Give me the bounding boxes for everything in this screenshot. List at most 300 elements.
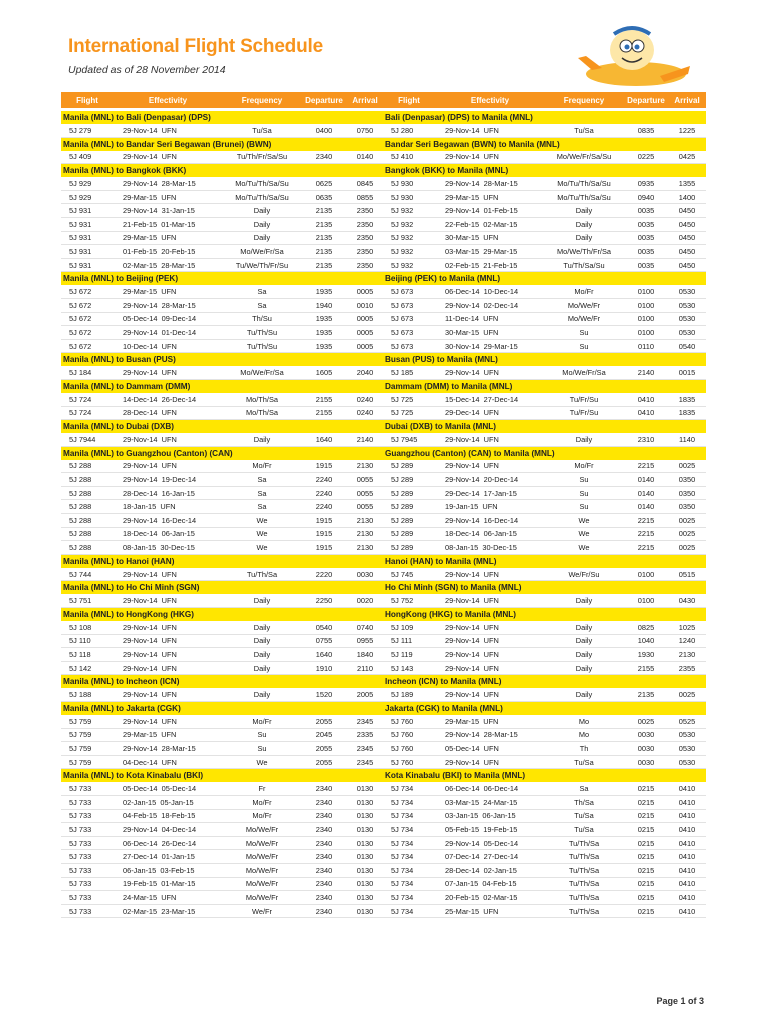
flight-number: 5J 673 — [391, 327, 414, 337]
effectivity-cell — [435, 798, 545, 807]
departure-time: 2135 — [637, 690, 655, 700]
arrival-time: 2005 — [356, 690, 374, 700]
effective-to: 01-Feb-15 — [483, 206, 518, 216]
flight-number: 5J 108 — [69, 622, 92, 632]
flight-number: 5J 931 — [69, 246, 92, 256]
effectivity-cell — [113, 690, 223, 699]
table-row — [383, 796, 706, 810]
flight-number: 5J 289 — [391, 488, 414, 498]
frequency-cell: Tu/Th/Sa — [568, 838, 600, 848]
effective-from: 06-Dec-14 — [445, 287, 480, 297]
table-row — [61, 850, 383, 864]
route-header: Manila (MNL) to Bandar Seri Begawan (Brunei) (BWN) — [61, 138, 383, 151]
arrival-time: 0130 — [356, 797, 374, 807]
arrival-time: 0845 — [356, 178, 374, 188]
effective-to: UFN — [483, 650, 499, 660]
header-effectivity: Effectivity — [470, 95, 510, 105]
effective-to: 27-Dec-14 — [483, 852, 519, 862]
frequency-cell: Sa — [257, 475, 267, 485]
frequency-cell: We/Fr — [252, 906, 272, 916]
effective-from: 29-Nov-14 — [123, 125, 158, 135]
effective-from: 28-Dec-14 — [123, 488, 158, 498]
frequency-cell: Th/Su — [252, 314, 272, 324]
departure-time: 2240 — [315, 488, 333, 498]
table-row — [61, 635, 383, 649]
route-header: Manila (MNL) to Guangzhou (Canton) (CAN) — [61, 447, 383, 460]
departure-time: 2215 — [637, 529, 655, 539]
effectivity-cell — [113, 247, 223, 256]
table-row — [383, 433, 706, 447]
arrival-time: 0350 — [678, 502, 696, 512]
effective-from: 29-Mar-15 — [123, 730, 158, 740]
table-row — [383, 729, 706, 743]
effective-to: 28-Mar-15 — [161, 260, 196, 270]
effective-to: 09-Dec-14 — [161, 314, 197, 324]
departure-time: 1915 — [315, 461, 333, 471]
frequency-cell: Mo/Fr — [252, 811, 272, 821]
effective-from: 29-Mar-15 — [123, 192, 158, 202]
table-row — [61, 204, 383, 218]
effective-to: 01-Mar-15 — [161, 879, 196, 889]
effective-from: 29-Nov-14 — [123, 515, 158, 525]
flight-number: 5J 931 — [69, 219, 92, 229]
arrival-time: 0450 — [678, 260, 696, 270]
effective-from: 29-Nov-14 — [123, 824, 158, 834]
route-header: Manila (MNL) to Busan (PUS) — [61, 353, 383, 366]
effective-to: UFN — [483, 192, 499, 202]
table-row — [61, 621, 383, 635]
effectivity-cell — [113, 825, 223, 834]
effectivity-cell — [113, 529, 223, 538]
effective-to: UFN — [161, 636, 177, 646]
effective-to: 26-Dec-14 — [161, 394, 197, 404]
effectivity-cell — [113, 152, 223, 161]
frequency-cell: Tu/Sa — [574, 125, 594, 135]
effective-to: UFN — [161, 892, 177, 902]
effectivity-cell — [113, 893, 223, 902]
flight-number: 5J 734 — [391, 838, 414, 848]
table-row — [383, 635, 706, 649]
table-row — [61, 232, 383, 246]
departure-time: 1915 — [315, 543, 333, 553]
arrival-time: 2140 — [356, 434, 374, 444]
departure-time: 0035 — [637, 260, 655, 270]
arrival-time: 0410 — [678, 892, 696, 902]
effective-to: 01-Mar-15 — [161, 219, 196, 229]
effectivity-cell — [113, 126, 223, 135]
flight-number: 5J 760 — [391, 730, 414, 740]
arrival-time: 2350 — [356, 260, 374, 270]
arrival-time: 0240 — [356, 408, 374, 418]
flight-number: 5J 288 — [69, 515, 92, 525]
effective-to: 30-Dec-15 — [160, 543, 195, 553]
departure-time: 2135 — [315, 206, 333, 216]
frequency-cell: We — [256, 757, 268, 767]
departure-time: 1605 — [315, 368, 333, 378]
table-row — [383, 500, 706, 514]
effectivity-cell — [435, 489, 545, 498]
frequency-cell: Mo/We/Fr/Sa — [562, 368, 606, 378]
route-header: Bangkok (BKK) to Manila (MNL) — [383, 164, 706, 177]
effective-to: 26-Dec-14 — [161, 838, 197, 848]
effective-to: 29-Mar-15 — [483, 341, 518, 351]
effective-to: UFN — [161, 125, 177, 135]
departure-time: 0215 — [637, 852, 655, 862]
effective-from: 29-Nov-14 — [123, 178, 158, 188]
arrival-time: 2355 — [678, 663, 696, 673]
frequency-cell: Tu/Sa — [574, 811, 594, 821]
effective-from: 04-Dec-14 — [123, 757, 158, 767]
frequency-cell: Mo/We/Fr — [245, 892, 279, 902]
departure-time: 1040 — [637, 636, 655, 646]
frequency-cell: Tu/Th/Fr/Sa/Su — [236, 152, 288, 162]
effective-to: 02-Jan-15 — [483, 865, 517, 875]
arrival-time: 0130 — [356, 852, 374, 862]
effectivity-cell — [113, 179, 223, 188]
departure-time: 0940 — [637, 192, 655, 202]
departure-time: 0635 — [315, 192, 333, 202]
frequency-cell: Mo/We/Fr/Sa — [240, 368, 284, 378]
table-row — [383, 528, 706, 542]
effectivity-cell — [435, 368, 545, 377]
effectivity-cell — [435, 516, 545, 525]
frequency-cell: Tu/Th/Sa — [568, 865, 600, 875]
departure-time: 0540 — [315, 622, 333, 632]
effective-from: 29-Nov-14 — [445, 368, 480, 378]
effective-from: 29-Mar-15 — [445, 192, 480, 202]
effective-from: 03-Mar-15 — [445, 246, 480, 256]
departure-time: 0100 — [637, 569, 655, 579]
effectivity-cell — [435, 206, 545, 215]
flight-number: 5J 759 — [69, 743, 92, 753]
frequency-cell: Su — [257, 730, 267, 740]
departure-time: 2310 — [637, 434, 655, 444]
effective-from: 02-Mar-15 — [123, 906, 158, 916]
effective-to: UFN — [483, 569, 499, 579]
departure-time: 0410 — [637, 408, 655, 418]
effectivity-cell — [435, 287, 545, 296]
arrival-time: 0530 — [678, 314, 696, 324]
arrival-time: 1835 — [678, 408, 696, 418]
frequency-cell: Mo/Tu/Th/Sa/Su — [235, 178, 289, 188]
table-row — [61, 340, 383, 354]
arrival-time: 2130 — [356, 543, 374, 553]
table-row — [61, 810, 383, 824]
flight-number: 5J 734 — [391, 892, 414, 902]
effective-to: 01-Jan-15 — [161, 852, 195, 862]
effective-to: UFN — [161, 716, 177, 726]
effectivity-cell — [435, 179, 545, 188]
route-header: Manila (MNL) to HongKong (HKG) — [61, 608, 383, 621]
frequency-cell: Mo/We/Fr — [245, 852, 279, 862]
effective-to: UFN — [483, 716, 499, 726]
table-row — [61, 433, 383, 447]
table-row — [61, 299, 383, 313]
frequency-cell: Tu/Fr/Su — [569, 408, 599, 418]
flight-number: 5J 932 — [391, 219, 414, 229]
flight-number: 5J 143 — [391, 663, 414, 673]
effective-to: 02-Mar-15 — [483, 219, 518, 229]
departure-time: 1640 — [315, 650, 333, 660]
table-row — [61, 594, 383, 608]
outbound-routes — [61, 111, 383, 918]
frequency-cell: Mo/Fr — [252, 461, 272, 471]
effectivity-cell — [435, 852, 545, 861]
flight-number: 5J 118 — [69, 650, 91, 660]
effectivity-cell — [113, 502, 223, 511]
effective-to: UFN — [483, 152, 499, 162]
table-row — [383, 326, 706, 340]
departure-time: 2055 — [315, 716, 333, 726]
effective-from: 30-Mar-15 — [445, 233, 480, 243]
flight-number: 5J 733 — [69, 811, 92, 821]
flight-number: 5J 188 — [69, 690, 92, 700]
effective-from: 05-Feb-15 — [445, 824, 480, 834]
effective-to: 19-Dec-14 — [161, 475, 197, 485]
effective-from: 30-Mar-15 — [445, 327, 480, 337]
flight-number: 5J 289 — [391, 475, 414, 485]
effectivity-cell — [435, 907, 545, 916]
effectivity-cell — [113, 784, 223, 793]
departure-time: 0215 — [637, 879, 655, 889]
effective-to: 10-Dec-14 — [483, 287, 519, 297]
effectivity-cell — [113, 636, 223, 645]
frequency-cell: Th/Sa — [574, 797, 594, 807]
effective-from: 29-Nov-14 — [445, 300, 480, 310]
table-row — [383, 742, 706, 756]
flight-number: 5J 725 — [391, 408, 414, 418]
table-row — [383, 460, 706, 474]
arrival-time: 0025 — [678, 690, 696, 700]
arrival-time: 0030 — [356, 569, 374, 579]
table-row — [61, 878, 383, 892]
flight-number: 5J 110 — [69, 636, 91, 646]
effectivity-cell — [113, 435, 223, 444]
flight-number: 5J 288 — [69, 461, 92, 471]
flight-number: 5J 185 — [391, 368, 414, 378]
header-flight: Flight — [76, 95, 98, 105]
frequency-cell: Tu/Th/Su — [246, 341, 278, 351]
effective-from: 29-Nov-14 — [445, 206, 480, 216]
flight-number: 5J 142 — [69, 663, 92, 673]
effectivity-cell — [435, 328, 545, 337]
effectivity-cell — [113, 811, 223, 820]
effective-to: 20-Dec-14 — [483, 475, 519, 485]
table-row — [61, 715, 383, 729]
route-header: Manila (MNL) to Jakarta (CGK) — [61, 702, 383, 715]
header-arrival: Arrival — [674, 95, 700, 105]
frequency-cell: Mo — [578, 730, 590, 740]
frequency-cell: Sa — [257, 287, 267, 297]
effective-from: 29-Nov-14 — [123, 716, 158, 726]
effective-to: 02-Mar-15 — [483, 892, 518, 902]
frequency-cell: Sa — [257, 488, 267, 498]
effective-from: 05-Dec-14 — [123, 314, 158, 324]
flight-number: 5J 289 — [391, 529, 414, 539]
frequency-cell: Daily — [253, 434, 271, 444]
departure-time: 2055 — [315, 757, 333, 767]
frequency-cell: Mo/We/Fr — [245, 838, 279, 848]
departure-time: 0215 — [637, 865, 655, 875]
effective-to: UFN — [483, 434, 499, 444]
table-row — [383, 514, 706, 528]
table-row — [61, 285, 383, 299]
table-row — [61, 864, 383, 878]
route-header: Manila (MNL) to Dubai (DXB) — [61, 420, 383, 433]
arrival-time: 2130 — [356, 529, 374, 539]
effectivity-cell — [435, 435, 545, 444]
effective-from: 29-Nov-14 — [123, 650, 158, 660]
arrival-time: 2350 — [356, 246, 374, 256]
frequency-cell: Daily — [575, 636, 593, 646]
frequency-cell: Tu/Sa — [574, 824, 594, 834]
route-header: Manila (MNL) to Bangkok (BKK) — [61, 164, 383, 177]
effective-to: 16-Dec-14 — [161, 515, 197, 525]
effective-from: 18-Dec-14 — [123, 529, 158, 539]
flight-number: 5J 745 — [391, 569, 414, 579]
flight-number: 5J 733 — [69, 892, 92, 902]
table-row — [383, 756, 706, 770]
departure-time: 0225 — [637, 152, 655, 162]
effective-to: 23-Mar-15 — [161, 906, 196, 916]
effectivity-cell — [113, 839, 223, 848]
effective-from: 29-Dec-14 — [445, 488, 480, 498]
arrival-time: 0015 — [678, 368, 696, 378]
route-header: Hanoi (HAN) to Manila (MNL) — [383, 555, 706, 568]
arrival-time: 1355 — [678, 178, 696, 188]
effective-to: UFN — [161, 152, 177, 162]
effective-from: 15-Dec-14 — [445, 394, 480, 404]
effective-to: 04-Feb-15 — [482, 879, 517, 889]
effective-to: 20-Feb-15 — [161, 246, 196, 256]
arrival-time: 2345 — [356, 757, 374, 767]
flight-number: 5J 289 — [391, 515, 414, 525]
arrival-time: 0410 — [678, 852, 696, 862]
flight-number: 5J 109 — [391, 622, 414, 632]
effectivity-cell — [113, 798, 223, 807]
effective-to: UFN — [483, 125, 499, 135]
effective-from: 27-Dec-14 — [123, 852, 158, 862]
arrival-time: 0130 — [356, 824, 374, 834]
arrival-time: 2345 — [356, 716, 374, 726]
frequency-cell: Mo/Fr — [574, 461, 594, 471]
flight-number: 5J 733 — [69, 865, 92, 875]
flight-number: 5J 7945 — [391, 434, 418, 444]
effectivity-cell — [435, 261, 545, 270]
flight-number: 5J 931 — [69, 260, 92, 270]
arrival-time: 1400 — [678, 192, 696, 202]
frequency-cell: Daily — [575, 650, 593, 660]
departure-time: 0035 — [637, 206, 655, 216]
flight-number: 5J 734 — [391, 879, 414, 889]
effectivity-cell — [113, 206, 223, 215]
table-row — [61, 326, 383, 340]
effective-to: UFN — [161, 690, 177, 700]
effective-from: 29-Nov-14 — [445, 730, 480, 740]
table-header — [383, 92, 706, 108]
effective-to: UFN — [161, 233, 177, 243]
effective-to: UFN — [483, 461, 499, 471]
departure-time: 1935 — [315, 314, 333, 324]
route-header: Bandar Seri Begawan (BWN) to Manila (MNL) — [383, 138, 706, 151]
frequency-cell: Tu/Th/Sa/Su — [563, 260, 605, 270]
effective-from: 28-Dec-14 — [123, 408, 158, 418]
effective-from: 03-Jan-15 — [445, 811, 479, 821]
effective-to: UFN — [161, 730, 177, 740]
frequency-cell: Daily — [253, 622, 271, 632]
route-header: Incheon (ICN) to Manila (MNL) — [383, 675, 706, 688]
departure-time: 0025 — [637, 716, 655, 726]
effectivity-cell — [435, 342, 545, 351]
departure-time: 0035 — [637, 219, 655, 229]
table-row — [383, 823, 706, 837]
header-frequency: Frequency — [241, 95, 283, 105]
frequency-cell: Mo/We/Th/Fr/Sa — [556, 246, 612, 256]
effectivity-cell — [435, 220, 545, 229]
flight-number: 5J 733 — [69, 906, 92, 916]
arrival-time: 0130 — [356, 879, 374, 889]
effective-from: 29-Nov-14 — [445, 125, 480, 135]
table-row — [383, 487, 706, 501]
arrival-time: 0410 — [678, 865, 696, 875]
departure-time: 0400 — [315, 125, 333, 135]
schedule-table — [61, 92, 706, 918]
departure-time: 0825 — [637, 622, 655, 632]
route-header: Dubai (DXB) to Manila (MNL) — [383, 420, 706, 433]
table-row — [383, 864, 706, 878]
effective-to: 06-Jan-15 — [482, 811, 516, 821]
arrival-time: 0530 — [678, 327, 696, 337]
effectivity-cell — [435, 529, 545, 538]
effective-to: 27-Dec-14 — [483, 394, 519, 404]
route-header: Manila (MNL) to Dammam (DMM) — [61, 380, 383, 393]
flight-number: 5J 289 — [391, 543, 414, 553]
effective-from: 22-Feb-15 — [445, 219, 480, 229]
effectivity-cell — [435, 623, 545, 632]
flight-number: 5J 759 — [69, 757, 92, 767]
effective-from: 29-Mar-15 — [445, 716, 480, 726]
arrival-time: 0055 — [356, 502, 374, 512]
effective-from: 07-Jan-15 — [445, 879, 479, 889]
effective-to: UFN — [483, 622, 499, 632]
effective-to: 21-Feb-15 — [483, 260, 518, 270]
route-header: Kota Kinabalu (BKI) to Manila (MNL) — [383, 769, 706, 782]
effective-from: 29-Nov-14 — [123, 300, 158, 310]
departure-time: 1935 — [315, 327, 333, 337]
departure-time: 2340 — [315, 838, 333, 848]
route-header: Ho Chi Minh (SGN) to Manila (MNL) — [383, 581, 706, 594]
effectivity-cell — [435, 193, 545, 202]
outbound-column — [61, 92, 383, 918]
table-row — [383, 393, 706, 407]
arrival-time: 0005 — [356, 341, 374, 351]
frequency-cell: Sa — [579, 784, 589, 794]
frequency-cell: Su — [579, 327, 589, 337]
departure-time: 0935 — [637, 178, 655, 188]
flight-number: 5J 288 — [69, 502, 92, 512]
arrival-time: 0025 — [678, 461, 696, 471]
flight-number: 5J 759 — [69, 716, 92, 726]
frequency-cell: Su — [579, 488, 589, 498]
departure-time: 1930 — [637, 650, 655, 660]
flight-number: 5J 751 — [69, 596, 92, 606]
effective-to: UFN — [160, 502, 176, 512]
effectivity-cell — [435, 247, 545, 256]
effective-from: 29-Nov-14 — [445, 178, 480, 188]
route-header: HongKong (HKG) to Manila (MNL) — [383, 608, 706, 621]
flight-number: 5J 673 — [391, 341, 414, 351]
effective-to: UFN — [161, 368, 177, 378]
